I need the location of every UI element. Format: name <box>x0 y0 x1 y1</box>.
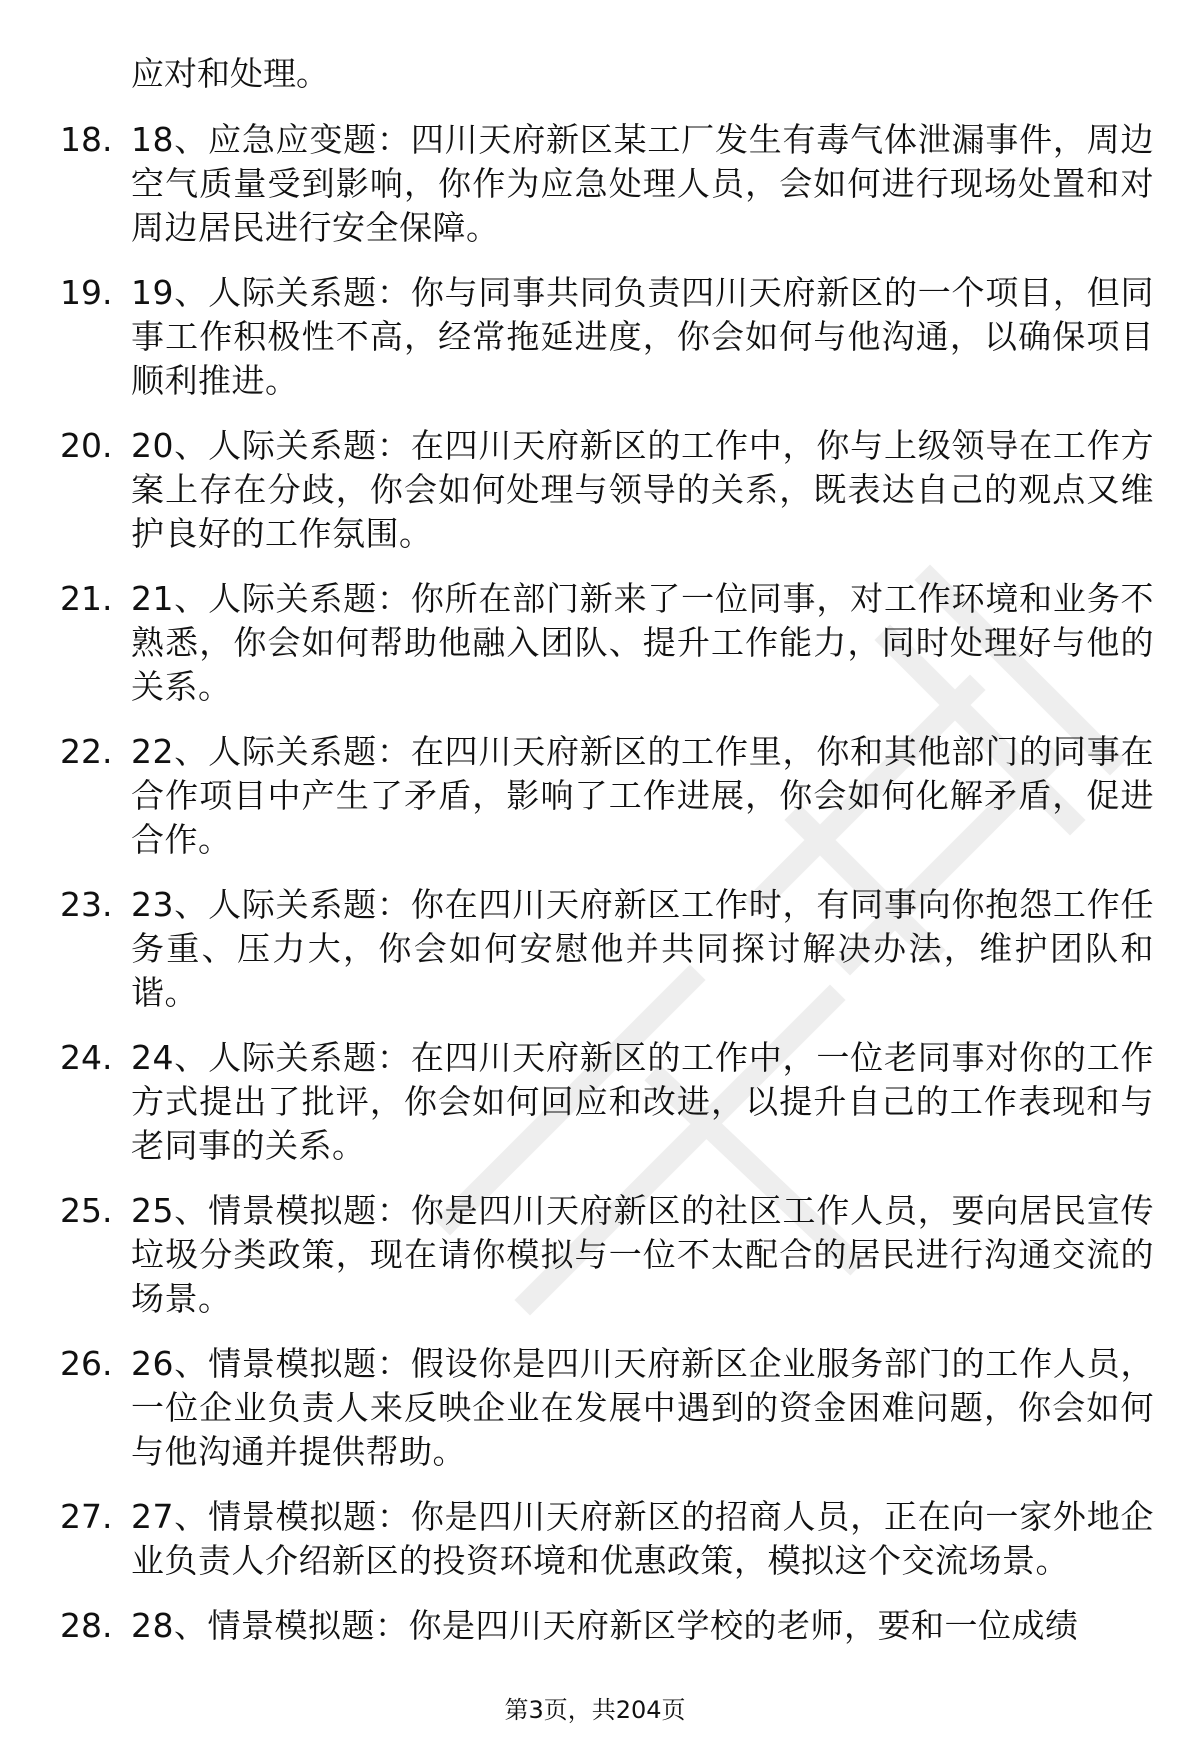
item-text: 27、情景模拟题：你是四川天府新区的招商人员，正在向一家外地企业负责人介绍新区的投资环境和优惠政策，模拟这个交流场景。 <box>131 1497 1154 1580</box>
item-text: 26、情景模拟题：假设你是四川天府新区企业服务部门的工作人员，一位企业负责人来反映企业在发展中遇到的资金困难问题，你会如何与他沟通并提供帮助。 <box>131 1344 1154 1471</box>
item-text: 19、人际关系题：你与同事共同负责四川天府新区的一个项目，但同事工作积极性不高，经常拖延进度，你会如何与他沟通，以确保项目顺利推进。 <box>131 273 1154 400</box>
list-item <box>0 577 1190 709</box>
question-list <box>0 118 1190 1669</box>
item-number: 28. <box>60 1606 113 1645</box>
item-text: 20、人际关系题：在四川天府新区的工作中，你与上级领导在工作方案上存在分歧，你会如何处理与领导的关系，既表达自己的观点又维护良好的工作氛围。 <box>131 426 1154 553</box>
item-text: 25、情景模拟题：你是四川天府新区的社区工作人员，要向居民宣传垃圾分类政策，现在请你模拟与一位不太配合的居民进行沟通交流的场景。 <box>131 1191 1154 1318</box>
item-number: 22. <box>60 732 113 771</box>
list-item <box>0 1604 1190 1648</box>
continuation-text: 应对和处理。 <box>131 54 329 93</box>
item-number: 20. <box>60 426 113 465</box>
list-item <box>0 1036 1190 1168</box>
item-number: 27. <box>60 1497 113 1536</box>
item-number: 26. <box>60 1344 113 1383</box>
list-item <box>0 1342 1190 1474</box>
item-text: 21、人际关系题：你所在部门新来了一位同事，对工作环境和业务不熟悉，你会如何帮助他融入团队、提升工作能力，同时处理好与他的关系。 <box>131 579 1154 706</box>
item-number: 23. <box>60 885 113 924</box>
item-number: 25. <box>60 1191 113 1230</box>
item-text: 18、应急应变题：四川天府新区某工厂发生有毒气体泄漏事件，周边空气质量受到影响，你作为应急处理人员，会如何进行现场处置和对周边居民进行安全保障。 <box>131 120 1154 247</box>
list-item <box>0 1495 1190 1583</box>
item-number: 24. <box>60 1038 113 1077</box>
item-number: 18. <box>60 120 113 159</box>
list-item <box>0 1189 1190 1321</box>
list-item <box>0 730 1190 862</box>
item-text: 22、人际关系题：在四川天府新区的工作里，你和其他部门的同事在合作项目中产生了矛盾，影响了工作进展，你会如何化解矛盾，促进合作。 <box>131 732 1154 859</box>
item-number: 21. <box>60 579 113 618</box>
page-footer: 第3页，共204页 <box>504 1696 686 1724</box>
list-item <box>0 118 1190 250</box>
item-text: 28、情景模拟题：你是四川天府新区学校的老师，要和一位成绩 <box>131 1606 1079 1645</box>
item-text: 23、人际关系题：你在四川天府新区工作时，有同事向你抱怨工作任务重、压力大，你会如何安慰他并共同探讨解决办法，维护团队和谐。 <box>131 885 1154 1012</box>
item-text: 24、人际关系题：在四川天府新区的工作中，一位老同事对你的工作方式提出了批评，你会如何回应和改进，以提升自己的工作表现和与老同事的关系。 <box>131 1038 1154 1165</box>
list-item <box>0 424 1190 556</box>
list-item <box>0 883 1190 1015</box>
list-item <box>0 271 1190 403</box>
item-number: 19. <box>60 273 113 312</box>
